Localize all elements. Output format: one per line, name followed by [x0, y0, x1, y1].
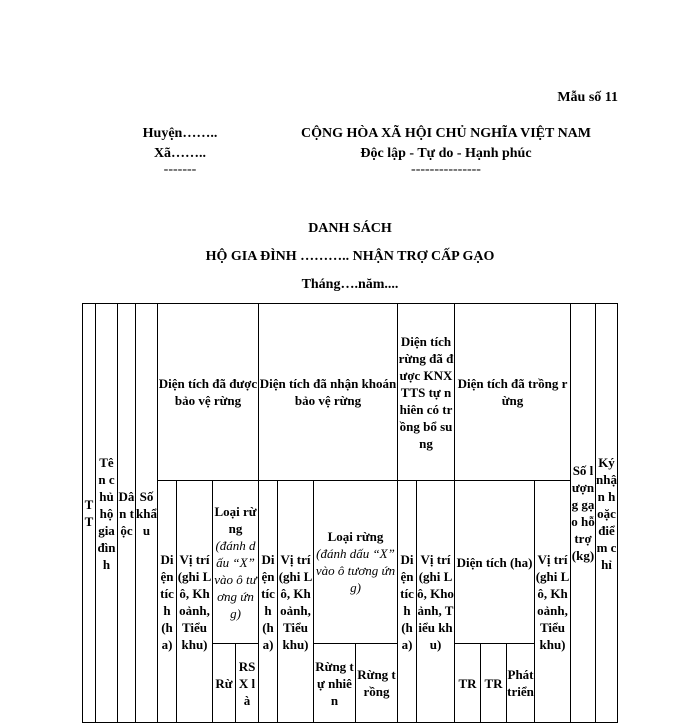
col-rice-amount: Số lượng gạo hỗ trợ (kg) [570, 303, 596, 723]
right-rule: --------------- [411, 162, 481, 177]
contracted-forest-type-header: Loại rừng (đánh dấu “X” vào ô tương ứng) [313, 480, 398, 644]
regenerated-area-header: Diện tích (ha) [397, 480, 417, 723]
left-rule: ------- [163, 162, 197, 177]
local-authority-header [118, 124, 242, 176]
contracted-area-header: Diện tích (ha) [258, 480, 278, 723]
col-household-name: Tên chủ hộ gia đình [95, 303, 118, 723]
national-header [278, 124, 614, 176]
document-period: Tháng….năm.... [301, 277, 399, 292]
regenerated-location-header: Vị trí (ghi Lô, Khoảnh, Tiểu khu) [416, 480, 455, 723]
planted-area-sub-1: TR [454, 643, 481, 723]
protected-area-header: Diện tích (ha) [157, 480, 177, 723]
group-planted-header: Diện tích đã trồng rừng [454, 303, 571, 481]
protected-location-header: Vị trí (ghi Lô, Khoảnh, Tiểu khu) [176, 480, 213, 723]
col-household-size: Số khẩu [135, 303, 158, 723]
group-protected-header: Diện tích đã được bảo vệ rừng [157, 303, 259, 481]
protected-forest-type-a: Rừ [212, 643, 236, 723]
planted-area-sub-2: TR [480, 643, 507, 723]
planted-area-header: Diện tích (ha) [454, 480, 535, 644]
district-line: Huyện…….. [142, 126, 218, 141]
planted-area-sub-3: Phát triển [506, 643, 535, 723]
contracted-natural-forest: Rừng tự nhiên [313, 643, 356, 723]
col-tt: TT [82, 303, 96, 723]
commune-line: Xã…….. [153, 146, 207, 161]
protected-forest-type-b: RSX là [235, 643, 259, 723]
national-motto: Độc lập - Tự do - Hạnh phúc [360, 146, 532, 161]
nation-name: CỘNG HÒA XÃ HỘI CHỦ NGHĨA VIỆT NAM [300, 126, 591, 141]
form-number: Mẫu số 11 [557, 90, 618, 105]
document-subtitle: HỘ GIA ĐÌNH ……….. NHẬN TRỢ CẤP GẠO [205, 249, 495, 264]
document-title: DANH SÁCH [308, 221, 392, 236]
col-ethnicity: Dân tộc [117, 303, 136, 723]
planted-location-header: Vị trí (ghi Lô, Khoảnh, Tiểu khu) [534, 480, 571, 723]
contracted-planted-forest: Rừng trồng [355, 643, 398, 723]
contracted-location-header: Vị trí (ghi Lô, Khoảnh, Tiểu khu) [277, 480, 314, 723]
protected-forest-type-header: Loại rừng (đánh dấu “X” vào ô tương ứng) [212, 480, 259, 644]
group-regenerated-header: Diện tích rừng đã được KNXTTS tự nhiên có trồng bổ sung [397, 303, 455, 481]
col-signature: Ký nhận hoặc điểm chỉ [595, 303, 618, 723]
group-contracted-header: Diện tích đã nhận khoán bảo vệ rừng [258, 303, 398, 481]
